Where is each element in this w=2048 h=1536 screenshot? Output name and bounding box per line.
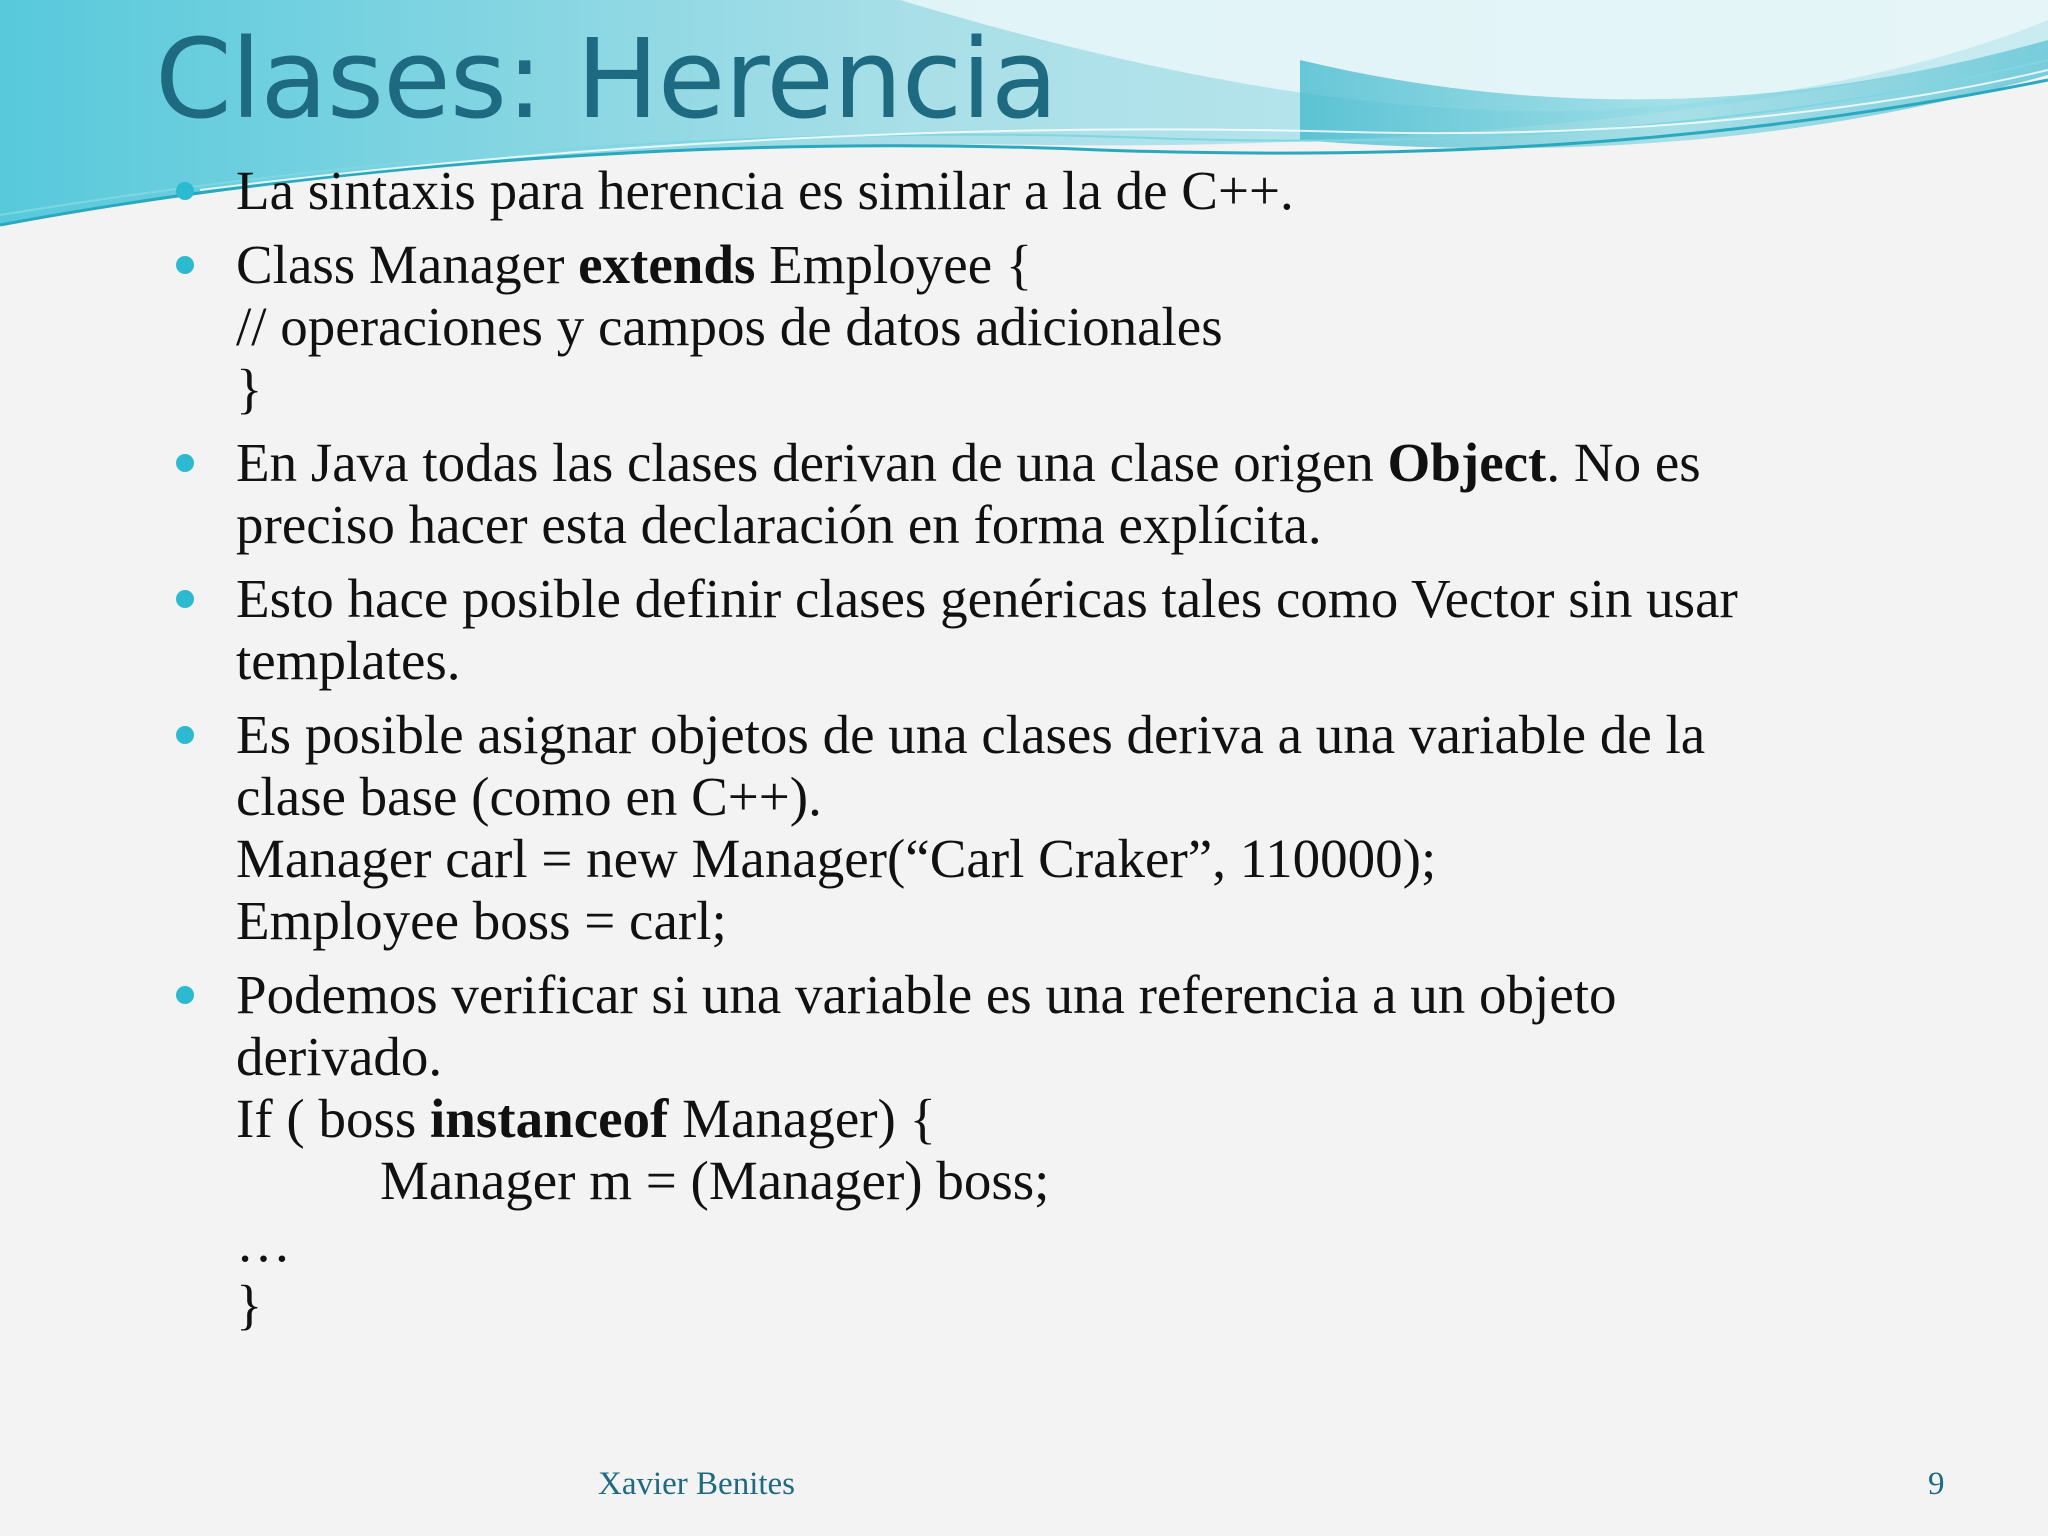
bullet-dot-icon: [176, 726, 194, 744]
slide-title: Clases: Herencia: [155, 15, 1058, 143]
text-line: Esto hace posible definir clases genéricas tales como Vector sin usar: [236, 568, 1738, 629]
keyword-extends: extends: [578, 234, 756, 295]
code-line: If ( boss instanceof Manager) {: [236, 1088, 937, 1149]
bullet-dot-icon: [176, 590, 194, 608]
text-line: derivado.: [236, 1026, 443, 1087]
text-line: La sintaxis para herencia es similar a la de C++.: [236, 160, 1294, 221]
code-line: Manager carl = new Manager(“Carl Craker”, 110000);: [236, 828, 1437, 889]
text-line: Es posible asignar objetos de una clases deriva a una variable de la: [236, 704, 1706, 765]
code-line: …: [236, 1212, 291, 1273]
text-line: clase base (como en C++).: [236, 766, 822, 827]
text-line: templates.: [236, 630, 461, 691]
bullet-dot-icon: [176, 256, 194, 274]
bullet-item: [236, 568, 1996, 692]
bullet-item: [236, 432, 1996, 556]
text-line: En Java todas las clases derivan de una clase origen Object. No es: [236, 432, 1701, 493]
code-line: Class Manager extends Employee {: [236, 234, 1033, 295]
code-line: Employee boss = carl;: [236, 890, 727, 951]
code-line: // operaciones y campos de datos adicionales: [236, 296, 1223, 357]
code-line: }: [236, 358, 263, 419]
footer-author: Xavier Benites: [598, 1466, 796, 1502]
text-line: preciso hacer esta declaración en forma explícita.: [236, 494, 1322, 555]
bullet-dot-icon: [176, 454, 194, 472]
bullet-dot-icon: [176, 986, 194, 1004]
page-number: 9: [1928, 1466, 1945, 1502]
bullet-item: [236, 704, 1996, 952]
keyword-object: Object: [1387, 432, 1547, 493]
slide-body: [236, 160, 1996, 1348]
text-line: Podemos verificar si una variable es una referencia a un objeto: [236, 964, 1617, 1025]
keyword-instanceof: instanceof: [430, 1088, 669, 1149]
bullet-item: [236, 160, 1996, 222]
bullet-item: [236, 234, 1996, 420]
code-line: }: [236, 1274, 263, 1335]
bullet-dot-icon: [176, 182, 194, 200]
bullet-item: [236, 964, 1996, 1336]
code-line: Manager m = (Manager) boss;: [380, 1150, 1050, 1211]
